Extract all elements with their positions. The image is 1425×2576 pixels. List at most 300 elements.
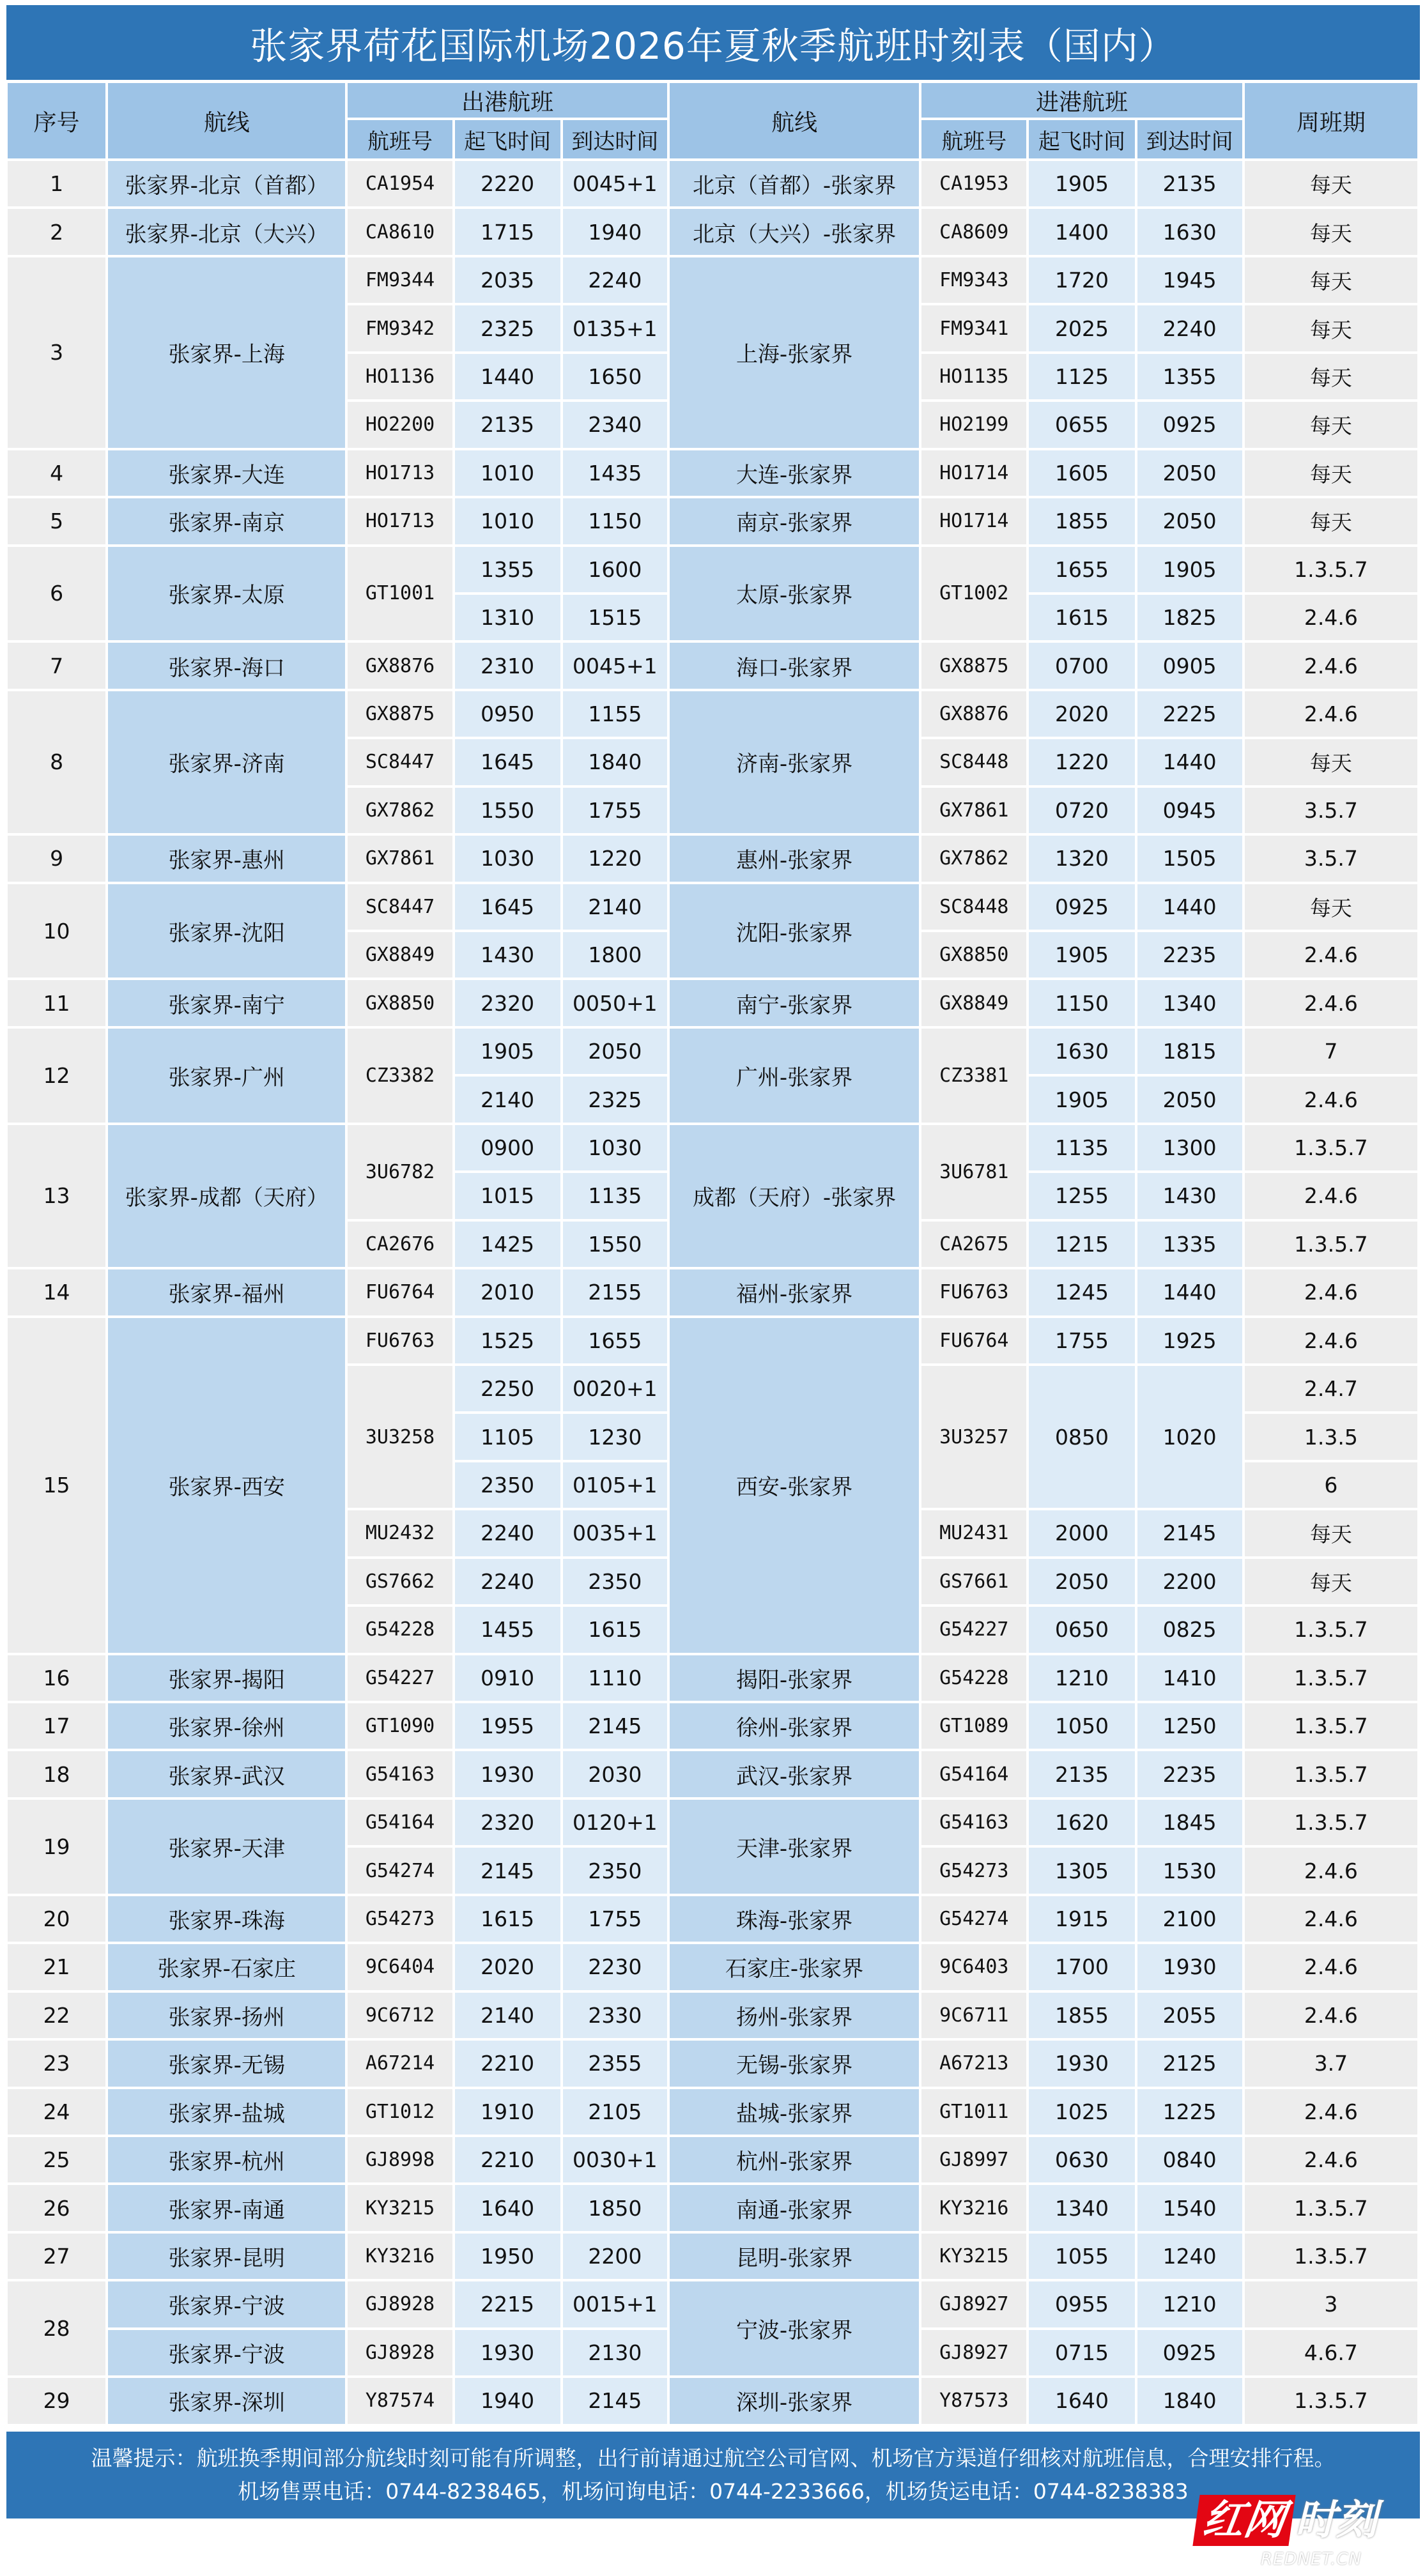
in-depart-time: 1340 [1029, 2185, 1134, 2230]
in-arrive-time: 0925 [1137, 402, 1242, 447]
out-arrive-time: 2240 [563, 257, 667, 303]
out-depart-time: 2350 [455, 1462, 560, 1508]
row-seq-number: 20 [8, 1896, 105, 1942]
row-seq-number: 18 [8, 1751, 105, 1797]
in-arrive-time: 0825 [1137, 1607, 1242, 1652]
in-depart-time: 1255 [1029, 1173, 1134, 1218]
weekly-frequency: 每天 [1245, 498, 1417, 544]
in-arrive-time: 2050 [1137, 450, 1242, 496]
out-flight-no: GT1001 [348, 547, 452, 641]
row-seq-number: 9 [8, 836, 105, 881]
table-row [8, 1896, 1417, 1942]
header-frequency: 周班期 [1245, 83, 1417, 158]
in-flight-no: HO1135 [921, 354, 1026, 399]
weekly-frequency: 1.3.5.7 [1245, 2185, 1417, 2230]
out-arrive-time: 1150 [563, 498, 667, 544]
table-row [8, 2137, 1417, 2182]
in-arrive-time: 1945 [1137, 257, 1242, 303]
table-row [8, 836, 1417, 881]
table-row [8, 884, 1417, 930]
row-seq-number: 25 [8, 2137, 105, 2182]
out-depart-time: 2210 [455, 2137, 560, 2182]
in-depart-time: 1125 [1029, 354, 1134, 399]
out-depart-time: 2220 [455, 161, 560, 206]
out-arrive-time: 0045+1 [563, 161, 667, 206]
row-seq-number: 5 [8, 498, 105, 544]
out-flight-no: G54273 [348, 1896, 452, 1942]
weekly-frequency: 1.3.5.7 [1245, 1655, 1417, 1701]
out-arrive-time: 1840 [563, 739, 667, 785]
in-arrive-time: 2125 [1137, 2041, 1242, 2086]
out-flight-no: HO1136 [348, 354, 452, 399]
out-depart-time: 2215 [455, 2281, 560, 2327]
route-outbound: 张家界-天津 [108, 1800, 345, 1894]
in-depart-time: 1905 [1029, 1077, 1134, 1122]
in-flight-no: A67213 [921, 2041, 1026, 2086]
out-depart-time: 1950 [455, 2234, 560, 2279]
out-flight-no: GX8876 [348, 643, 452, 688]
route-outbound: 张家界-西安 [108, 1318, 345, 1653]
in-depart-time: 1905 [1029, 161, 1134, 206]
out-arrive-time: 2350 [563, 1559, 667, 1604]
weekly-frequency: 2.4.6 [1245, 595, 1417, 640]
out-flight-no: GX7861 [348, 836, 452, 881]
in-depart-time: 2020 [1029, 691, 1134, 737]
row-seq-number: 21 [8, 1944, 105, 1989]
in-arrive-time: 1540 [1137, 2185, 1242, 2230]
weekly-frequency: 3.5.7 [1245, 836, 1417, 881]
row-seq-number: 1 [8, 161, 105, 206]
out-arrive-time: 0035+1 [563, 1510, 667, 1556]
route-outbound: 张家界-无锡 [108, 2041, 345, 2086]
row-seq-number: 22 [8, 1993, 105, 2038]
in-flight-no: GX7861 [921, 788, 1026, 833]
out-arrive-time: 2325 [563, 1077, 667, 1122]
in-flight-no: GJ8997 [921, 2137, 1026, 2182]
route-outbound: 张家界-南宁 [108, 980, 345, 1025]
out-flight-no: 9C6404 [348, 1944, 452, 1989]
weekly-frequency: 2.4.6 [1245, 643, 1417, 688]
in-flight-no: GX7862 [921, 836, 1026, 881]
out-arrive-time: 0030+1 [563, 2137, 667, 2182]
out-depart-time: 1425 [455, 1222, 560, 1267]
in-flight-no: GX8875 [921, 643, 1026, 688]
weekly-frequency: 每天 [1245, 305, 1417, 351]
in-depart-time: 1720 [1029, 257, 1134, 303]
out-flight-no: GT1012 [348, 2089, 452, 2135]
in-depart-time: 1025 [1029, 2089, 1134, 2135]
out-depart-time: 1430 [455, 932, 560, 977]
out-flight-no: G54228 [348, 1607, 452, 1652]
in-flight-no: Y87573 [921, 2378, 1026, 2423]
weekly-frequency: 2.4.6 [1245, 1944, 1417, 1989]
out-flight-no: CA2676 [348, 1222, 452, 1267]
route-outbound: 张家界-北京（首都） [108, 161, 345, 206]
out-depart-time: 1455 [455, 1607, 560, 1652]
in-depart-time: 2000 [1029, 1510, 1134, 1556]
in-arrive-time: 1925 [1137, 1318, 1242, 1363]
out-flight-no: G54163 [348, 1751, 452, 1797]
table-row [8, 1800, 1417, 1845]
weekly-frequency: 1.3.5.7 [1245, 1751, 1417, 1797]
row-seq-number: 4 [8, 450, 105, 496]
route-outbound: 张家界-福州 [108, 1269, 345, 1315]
in-depart-time: 1220 [1029, 739, 1134, 785]
table-row [8, 1125, 1417, 1170]
in-flight-no: GT1011 [921, 2089, 1026, 2135]
in-arrive-time: 2055 [1137, 1993, 1242, 2038]
weekly-frequency: 3.5.7 [1245, 788, 1417, 833]
in-arrive-time: 1530 [1137, 1848, 1242, 1893]
out-arrive-time: 1135 [563, 1173, 667, 1218]
weekly-frequency: 每天 [1245, 402, 1417, 447]
header-outbound-group: 出港航班 [348, 83, 666, 118]
in-flight-no: 9C6403 [921, 1944, 1026, 1989]
route-outbound: 张家界-昆明 [108, 2234, 345, 2279]
route-inbound: 揭阳-张家界 [670, 1655, 919, 1701]
out-depart-time: 1910 [455, 2089, 560, 2135]
in-depart-time: 1655 [1029, 547, 1134, 592]
in-depart-time: 1305 [1029, 1848, 1134, 1893]
route-inbound: 沈阳-张家界 [670, 884, 919, 978]
in-depart-time: 0700 [1029, 643, 1134, 688]
out-flight-no: HO1713 [348, 498, 452, 544]
in-depart-time: 1855 [1029, 498, 1134, 544]
weekly-frequency: 4.6.7 [1245, 2330, 1417, 2375]
out-depart-time: 1105 [455, 1414, 560, 1459]
in-depart-time: 0850 [1029, 1366, 1134, 1508]
in-depart-time: 0715 [1029, 2330, 1134, 2375]
table-row [8, 643, 1417, 688]
out-depart-time: 1955 [455, 1703, 560, 1749]
route-inbound: 福州-张家界 [670, 1269, 919, 1315]
in-flight-no: 3U6781 [921, 1125, 1026, 1219]
in-flight-no: GT1002 [921, 547, 1026, 641]
in-depart-time: 0720 [1029, 788, 1134, 833]
out-arrive-time: 1755 [563, 1896, 667, 1942]
out-arrive-time: 2145 [563, 2378, 667, 2423]
out-arrive-time: 2145 [563, 1703, 667, 1749]
out-arrive-time: 0120+1 [563, 1800, 667, 1845]
out-flight-no: GX8849 [348, 932, 452, 977]
table-row [8, 2281, 1417, 2327]
out-flight-no: GT1090 [348, 1703, 452, 1749]
in-depart-time: 2050 [1029, 1559, 1134, 1604]
in-arrive-time: 2145 [1137, 1510, 1242, 1556]
out-depart-time: 1715 [455, 209, 560, 254]
in-flight-no: GX8849 [921, 980, 1026, 1025]
weekly-frequency: 2.4.6 [1245, 691, 1417, 737]
in-arrive-time: 2235 [1137, 1751, 1242, 1797]
in-depart-time: 1855 [1029, 1993, 1134, 2038]
in-flight-no: HO1714 [921, 498, 1026, 544]
out-arrive-time: 0015+1 [563, 2281, 667, 2327]
weekly-frequency: 1.3.5.7 [1245, 1222, 1417, 1267]
route-outbound: 张家界-广州 [108, 1029, 345, 1123]
out-depart-time: 2240 [455, 1510, 560, 1556]
table-row [8, 161, 1417, 206]
in-arrive-time: 1210 [1137, 2281, 1242, 2327]
row-seq-number: 29 [8, 2378, 105, 2423]
in-flight-no: SC8448 [921, 884, 1026, 930]
in-arrive-time: 0945 [1137, 788, 1242, 833]
row-seq-number: 19 [8, 1800, 105, 1894]
in-depart-time: 1605 [1029, 450, 1134, 496]
route-outbound: 张家界-扬州 [108, 1993, 345, 2038]
weekly-frequency: 每天 [1245, 354, 1417, 399]
weekly-frequency: 2.4.6 [1245, 2089, 1417, 2135]
out-arrive-time: 1030 [563, 1125, 667, 1170]
in-arrive-time: 1355 [1137, 354, 1242, 399]
route-outbound: 张家界-北京（大兴） [108, 209, 345, 254]
out-depart-time: 1940 [455, 2378, 560, 2423]
weekly-frequency: 2.4.6 [1245, 1269, 1417, 1315]
weekly-frequency: 1.3.5.7 [1245, 1703, 1417, 1749]
in-depart-time: 1245 [1029, 1269, 1134, 1315]
in-flight-no: GS7661 [921, 1559, 1026, 1604]
out-flight-no: FM9344 [348, 257, 452, 303]
in-arrive-time: 1905 [1137, 547, 1242, 592]
out-depart-time: 1645 [455, 884, 560, 930]
out-depart-time: 2140 [455, 1993, 560, 2038]
in-depart-time: 1055 [1029, 2234, 1134, 2279]
in-arrive-time: 1440 [1137, 884, 1242, 930]
route-inbound: 济南-张家界 [670, 691, 919, 833]
out-depart-time: 2035 [455, 257, 560, 303]
weekly-frequency: 6 [1245, 1462, 1417, 1508]
row-seq-number: 14 [8, 1269, 105, 1315]
out-arrive-time: 0105+1 [563, 1462, 667, 1508]
weekly-frequency: 2.4.7 [1245, 1366, 1417, 1411]
in-arrive-time: 1930 [1137, 1944, 1242, 1989]
table-row [8, 1318, 1417, 1363]
table-row [8, 1269, 1417, 1315]
header-in-depart: 起飞时间 [1029, 120, 1134, 158]
in-arrive-time: 2050 [1137, 498, 1242, 544]
in-depart-time: 1630 [1029, 1029, 1134, 1074]
in-depart-time: 1755 [1029, 1318, 1134, 1363]
weekly-frequency: 每天 [1245, 884, 1417, 930]
out-flight-no: GS7662 [348, 1559, 452, 1604]
rednet-watermark-logo [1190, 2494, 1420, 2573]
route-inbound: 南京-张家界 [670, 498, 919, 544]
route-inbound: 海口-张家界 [670, 643, 919, 688]
in-arrive-time: 1250 [1137, 1703, 1242, 1749]
in-arrive-time: 1300 [1137, 1125, 1242, 1170]
weekly-frequency: 2.4.6 [1245, 1896, 1417, 1942]
out-arrive-time: 0135+1 [563, 305, 667, 351]
out-flight-no: G54164 [348, 1800, 452, 1845]
table-row [8, 498, 1417, 544]
out-flight-no: A67214 [348, 2041, 452, 2086]
in-arrive-time: 1340 [1137, 980, 1242, 1025]
weekly-frequency: 每天 [1245, 1559, 1417, 1604]
in-depart-time: 1320 [1029, 836, 1134, 881]
out-depart-time: 1550 [455, 788, 560, 833]
in-flight-no: G54273 [921, 1848, 1026, 1893]
in-arrive-time: 1225 [1137, 2089, 1242, 2135]
row-seq-number: 11 [8, 980, 105, 1025]
in-arrive-time: 0905 [1137, 643, 1242, 688]
route-outbound: 张家界-深圳 [108, 2378, 345, 2423]
weekly-frequency: 2.4.6 [1245, 1077, 1417, 1122]
in-flight-no: G54228 [921, 1655, 1026, 1701]
in-arrive-time: 1845 [1137, 1800, 1242, 1845]
out-arrive-time: 2140 [563, 884, 667, 930]
weekly-frequency: 2.4.6 [1245, 1173, 1417, 1218]
in-flight-no: FM9343 [921, 257, 1026, 303]
in-arrive-time: 1825 [1137, 595, 1242, 640]
weekly-frequency: 2.4.6 [1245, 1848, 1417, 1893]
route-outbound: 张家界-上海 [108, 257, 345, 448]
in-depart-time: 2025 [1029, 305, 1134, 351]
route-inbound: 盐城-张家界 [670, 2089, 919, 2135]
weekly-frequency: 2.4.6 [1245, 1993, 1417, 2038]
table-row [8, 691, 1417, 737]
row-seq-number: 2 [8, 209, 105, 254]
weekly-frequency: 2.4.6 [1245, 1318, 1417, 1363]
table-row [8, 1703, 1417, 1749]
in-arrive-time: 2235 [1137, 932, 1242, 977]
route-outbound: 张家界-武汉 [108, 1751, 345, 1797]
route-outbound: 张家界-海口 [108, 643, 345, 688]
table-row [8, 980, 1417, 1025]
route-outbound: 张家界-徐州 [108, 1703, 345, 1749]
out-depart-time: 1440 [455, 354, 560, 399]
in-depart-time: 0925 [1029, 884, 1134, 930]
out-depart-time: 2320 [455, 1800, 560, 1845]
out-flight-no: FU6764 [348, 1269, 452, 1315]
out-depart-time: 0900 [455, 1125, 560, 1170]
out-arrive-time: 1435 [563, 450, 667, 496]
out-depart-time: 2145 [455, 1848, 560, 1893]
out-flight-no: CA1954 [348, 161, 452, 206]
in-depart-time: 1905 [1029, 932, 1134, 977]
header-out-flight-no: 航班号 [348, 120, 452, 158]
header-route-out: 航线 [108, 83, 345, 158]
in-depart-time: 1915 [1029, 1896, 1134, 1942]
out-arrive-time: 2230 [563, 1944, 667, 1989]
out-arrive-time: 0045+1 [563, 643, 667, 688]
in-depart-time: 1215 [1029, 1222, 1134, 1267]
out-arrive-time: 2340 [563, 402, 667, 447]
out-flight-no: Y87574 [348, 2378, 452, 2423]
weekly-frequency: 2.4.6 [1245, 2137, 1417, 2182]
route-outbound: 张家界-揭阳 [108, 1655, 345, 1701]
route-outbound: 张家界-杭州 [108, 2137, 345, 2182]
in-arrive-time: 1335 [1137, 1222, 1242, 1267]
out-arrive-time: 1155 [563, 691, 667, 737]
table-row [8, 2234, 1417, 2279]
row-seq-number: 3 [8, 257, 105, 448]
out-depart-time: 1355 [455, 547, 560, 592]
row-seq-number: 6 [8, 547, 105, 641]
row-seq-number: 23 [8, 2041, 105, 2086]
logo-white-text: 时刻 [1295, 2497, 1377, 2544]
in-depart-time: 1050 [1029, 1703, 1134, 1749]
route-inbound: 珠海-张家界 [670, 1896, 919, 1942]
in-flight-no: MU2431 [921, 1510, 1026, 1556]
out-depart-time: 2250 [455, 1366, 560, 1411]
table-row [8, 450, 1417, 496]
in-flight-no: GJ8927 [921, 2281, 1026, 2327]
weekly-frequency: 1.3.5.7 [1245, 1607, 1417, 1652]
out-depart-time: 1525 [455, 1318, 560, 1363]
in-flight-no: CA1953 [921, 161, 1026, 206]
out-arrive-time: 1850 [563, 2185, 667, 2230]
route-outbound: 张家界-成都（天府） [108, 1125, 345, 1267]
out-flight-no: CA8610 [348, 209, 452, 254]
out-flight-no: GX7862 [348, 788, 452, 833]
row-seq-number: 16 [8, 1655, 105, 1701]
row-seq-number: 26 [8, 2185, 105, 2230]
out-flight-no: 3U3258 [348, 1366, 452, 1508]
row-seq-number: 24 [8, 2089, 105, 2135]
route-outbound: 张家界-惠州 [108, 836, 345, 881]
in-arrive-time: 2135 [1137, 161, 1242, 206]
row-seq-number: 13 [8, 1125, 105, 1267]
in-arrive-time: 1505 [1137, 836, 1242, 881]
in-arrive-time: 1840 [1137, 2378, 1242, 2423]
out-arrive-time: 1755 [563, 788, 667, 833]
flight-schedule-table [5, 80, 1420, 2426]
out-flight-no: SC8447 [348, 884, 452, 930]
weekly-frequency: 每天 [1245, 257, 1417, 303]
route-outbound: 张家界-南京 [108, 498, 345, 544]
in-arrive-time: 1440 [1137, 739, 1242, 785]
out-depart-time: 1640 [455, 2185, 560, 2230]
weekly-frequency: 3.7 [1245, 2041, 1417, 2086]
table-row [8, 2185, 1417, 2230]
in-depart-time: 1640 [1029, 2378, 1134, 2423]
in-flight-no: CA8609 [921, 209, 1026, 254]
weekly-frequency: 2.4.6 [1245, 980, 1417, 1025]
in-flight-no: G54227 [921, 1607, 1026, 1652]
out-depart-time: 1930 [455, 2330, 560, 2375]
out-depart-time: 1030 [455, 836, 560, 881]
table-row [8, 2089, 1417, 2135]
in-depart-time: 1135 [1029, 1125, 1134, 1170]
in-flight-no: SC8448 [921, 739, 1026, 785]
in-depart-time: 1700 [1029, 1944, 1134, 1989]
out-arrive-time: 2130 [563, 2330, 667, 2375]
row-seq-number: 12 [8, 1029, 105, 1123]
phone-numbers: 机场售票电话：0744-8238465，机场问询电话：0744-2233666，机场货运电话：0744-8238383 [238, 2479, 1189, 2504]
in-arrive-time: 1630 [1137, 209, 1242, 254]
in-flight-no: GJ8927 [921, 2330, 1026, 2375]
out-depart-time: 1015 [455, 1173, 560, 1218]
weekly-frequency: 2.4.6 [1245, 932, 1417, 977]
route-outbound: 张家界-大连 [108, 450, 345, 496]
out-arrive-time: 0050+1 [563, 980, 667, 1025]
in-flight-no: GT1089 [921, 1703, 1026, 1749]
route-inbound: 南通-张家界 [670, 2185, 919, 2230]
out-arrive-time: 1940 [563, 209, 667, 254]
out-flight-no: GX8850 [348, 980, 452, 1025]
weekly-frequency: 每天 [1245, 739, 1417, 785]
weekly-frequency: 每天 [1245, 161, 1417, 206]
out-depart-time: 1310 [455, 595, 560, 640]
out-arrive-time: 1550 [563, 1222, 667, 1267]
weekly-frequency: 1.3.5.7 [1245, 1125, 1417, 1170]
out-depart-time: 2010 [455, 1269, 560, 1315]
in-depart-time: 1210 [1029, 1655, 1134, 1701]
out-depart-time: 0950 [455, 691, 560, 737]
out-depart-time: 2310 [455, 643, 560, 688]
table-row [8, 1751, 1417, 1797]
in-flight-no: HO2199 [921, 402, 1026, 447]
table-row [8, 209, 1417, 254]
